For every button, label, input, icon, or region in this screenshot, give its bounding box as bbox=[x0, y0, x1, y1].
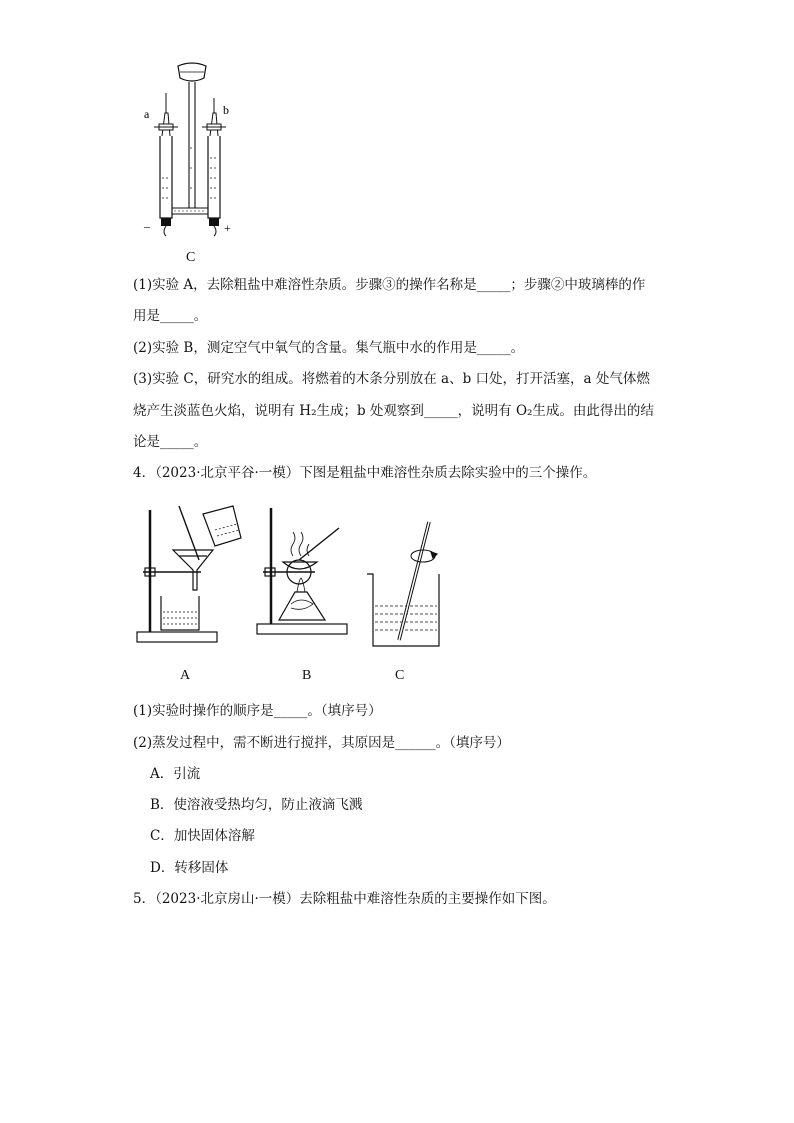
option-c: C．加快固体溶解 bbox=[150, 828, 255, 844]
text-line: (3)实验 C，研究水的组成。将燃着的木条分别放在 a、b 口处，打开活塞，a 处气体燃 bbox=[133, 371, 650, 387]
label-minus: – bbox=[144, 219, 150, 233]
label-b: b bbox=[223, 103, 229, 117]
figure-label-a: A bbox=[180, 668, 191, 683]
question-4-heading: 4．（2023·北京平谷·一模）下图是粗盐中难溶性杂质去除实验中的三个操作。 bbox=[133, 465, 597, 481]
evaporation-apparatus bbox=[257, 508, 347, 634]
text-line: (1)实验 A，去除粗盐中难溶性杂质。步骤③的操作名称是_____；步骤②中玻璃棒的作 bbox=[133, 277, 646, 293]
text-line: (2)蒸发过程中，需不断进行搅拌，其原因是______。（填序号） bbox=[133, 735, 510, 751]
text-line: 烧产生淡蓝色火焰，说明有 H₂生成；b 处观察到_____，说明有 O₂生成。由此得出的结 bbox=[133, 403, 654, 419]
electrolysis-apparatus-figure bbox=[138, 58, 248, 243]
figure-label-b: B bbox=[302, 668, 312, 683]
question-5-heading: 5．（2023·北京房山·一模）去除粗盐中难溶性杂质的主要操作如下图。 bbox=[133, 891, 556, 907]
option-d: D．转移固体 bbox=[150, 860, 229, 876]
figure-label-c: C bbox=[395, 668, 405, 683]
filtration-apparatus bbox=[137, 506, 241, 642]
figure-c-caption: C bbox=[186, 250, 196, 265]
text-line: (2)实验 B，测定空气中氧气的含量。集气瓶中水的作用是_____。 bbox=[133, 340, 525, 356]
text-line: 用是_____。 bbox=[133, 308, 208, 324]
label-a: a bbox=[144, 107, 150, 121]
operations-figure bbox=[133, 500, 453, 652]
option-b: B．使溶液受热均匀，防止液滴飞溅 bbox=[150, 797, 363, 813]
label-plus: + bbox=[224, 221, 231, 235]
dissolving-apparatus bbox=[367, 522, 439, 646]
option-a: A．引流 bbox=[150, 766, 201, 782]
text-line: 论是_____。 bbox=[133, 434, 208, 450]
text-line: (1)实验时操作的顺序是_____。（填序号） bbox=[133, 703, 382, 719]
